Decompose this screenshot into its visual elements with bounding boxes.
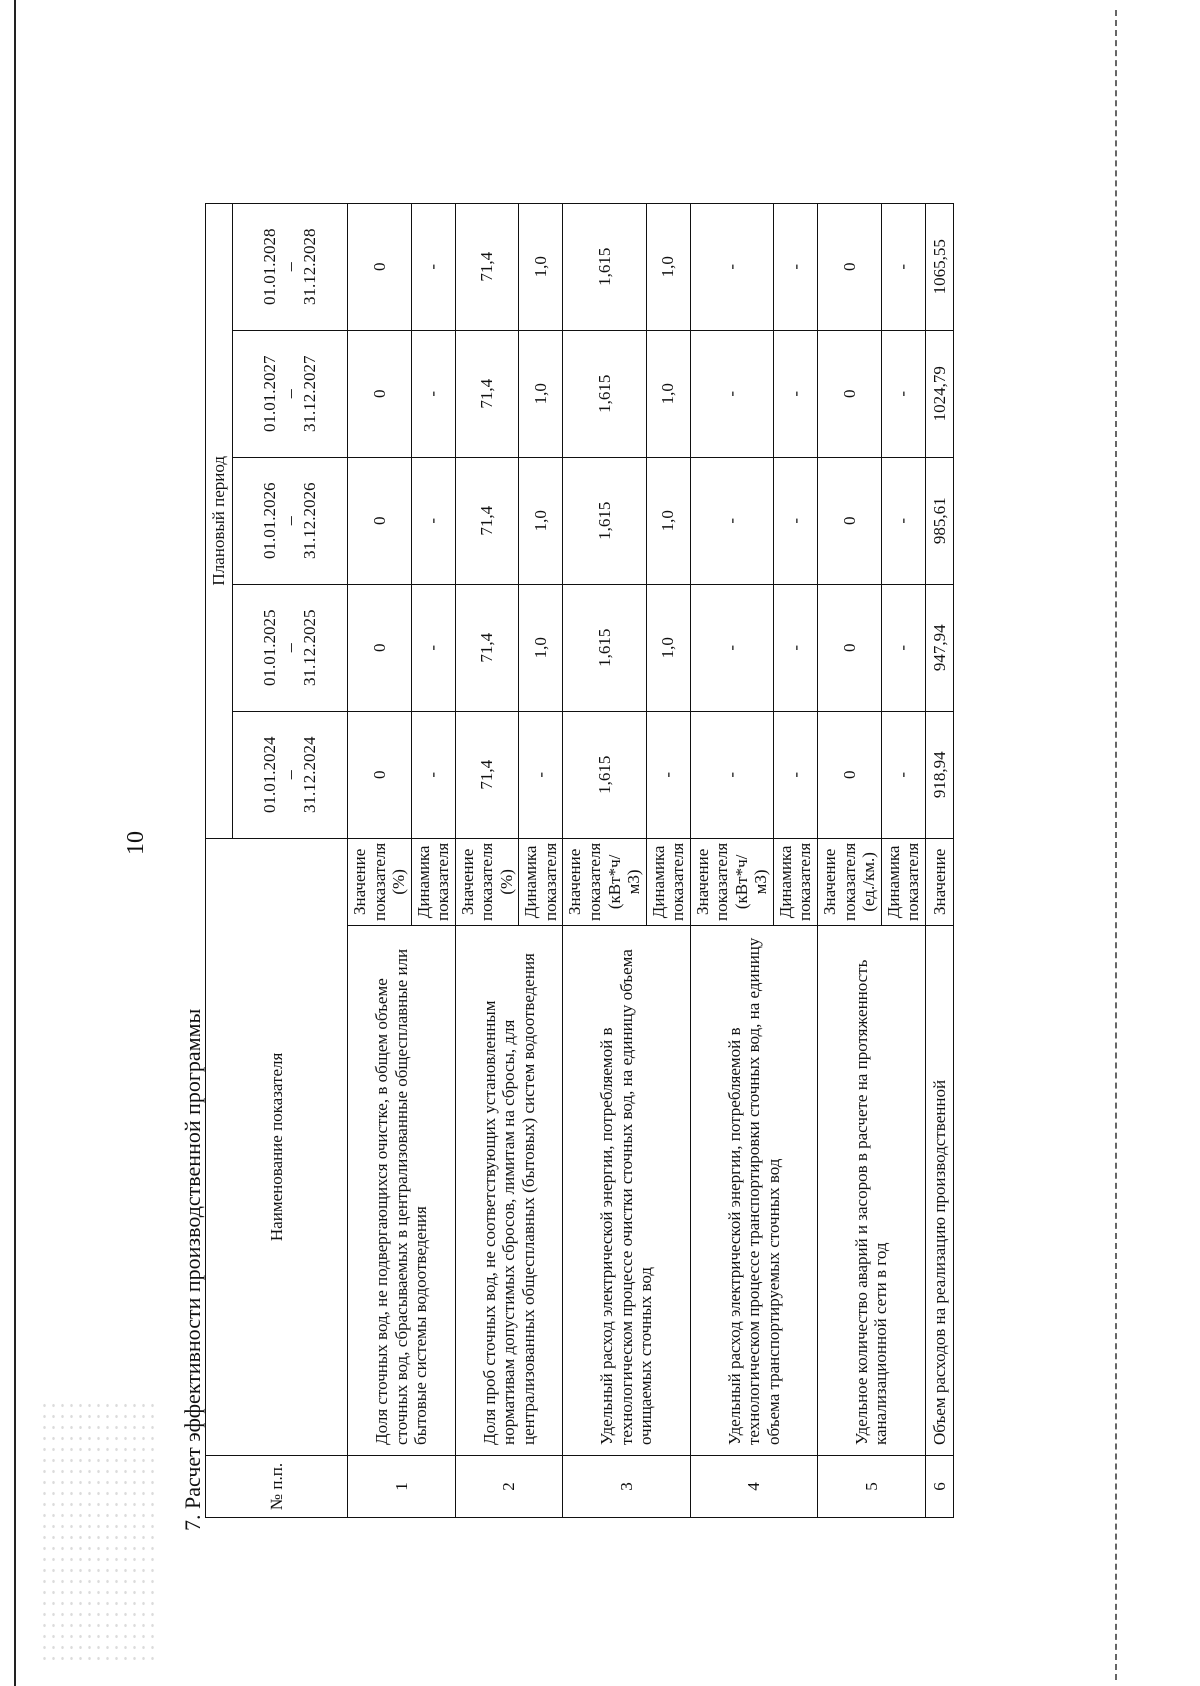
value-cell: 0 — [348, 203, 412, 330]
value-cell: 1024,79 — [925, 330, 954, 457]
period-from: 01.01.2025 — [260, 609, 280, 687]
dynamics-cell: - — [773, 457, 817, 584]
dynamics-cell: 1,0 — [646, 330, 690, 457]
value-cell: - — [690, 203, 773, 330]
value-cell: 0 — [348, 330, 412, 457]
value-cell: 985,61 — [925, 457, 954, 584]
dynamics-label: Динамика показателя — [773, 838, 817, 925]
period-to: 31.12.2026 — [300, 482, 320, 560]
header-number: № п.п. — [206, 1456, 348, 1518]
value-cell: - — [690, 330, 773, 457]
indicator-name: Удельный расход электрической энергии, потребляемой в технологическом процессе транспортировки сточных вод, на единицу объема транспортируемых сточных вод — [690, 926, 817, 1456]
table-row — [818, 203, 882, 1517]
value-cell: 1,615 — [563, 330, 646, 457]
dynamics-cell: - — [773, 330, 817, 457]
header-period — [233, 203, 348, 330]
value-cell: 947,94 — [925, 584, 954, 711]
dynamics-cell: - — [411, 457, 455, 584]
value-cell: - — [690, 711, 773, 838]
row-number: 4 — [690, 1456, 817, 1518]
section-title: 7. Расчет эффективности производственной программы — [180, 1008, 205, 1531]
table-row — [455, 203, 519, 1517]
period-sep: – — [279, 262, 300, 272]
value-cell: 1,615 — [563, 584, 646, 711]
value-cell: 0 — [348, 711, 412, 838]
period-sep: – — [279, 389, 300, 399]
period-to: 31.12.2028 — [300, 228, 320, 306]
dynamics-cell: - — [411, 330, 455, 457]
dynamics-cell: - — [881, 711, 925, 838]
indicator-name: Доля проб сточных вод, не соответствующих установленным нормативам допустимых сбросов, лимитам на сбросы, для централизованных общесплавных (бытовых) систем водоотведения — [455, 926, 563, 1456]
header-period — [233, 584, 348, 711]
value-cell: - — [690, 457, 773, 584]
period-from: 01.01.2027 — [260, 355, 280, 433]
value-cell: 0 — [818, 584, 882, 711]
value-cell: 0 — [818, 457, 882, 584]
value-cell: 1,615 — [563, 711, 646, 838]
dynamics-label: Динамика показателя — [646, 838, 690, 925]
header-period — [233, 330, 348, 457]
dynamics-cell: - — [411, 584, 455, 711]
dynamics-cell: 1,0 — [519, 330, 563, 457]
value-cell: 0 — [818, 203, 882, 330]
dynamics-cell: 1,0 — [646, 203, 690, 330]
indicator-name: Доля сточных вод, не подвергающихся очистке, в общем объеме сточных вод, сбрасываемых в централизованные общесплавные или бытовые системы водоотведения — [348, 926, 456, 1456]
value-cell: 0 — [348, 457, 412, 584]
dynamics-cell: - — [881, 203, 925, 330]
value-label: Значение показателя (%) — [348, 838, 412, 925]
dynamics-cell: 1,0 — [646, 584, 690, 711]
period-to: 31.12.2027 — [300, 355, 320, 433]
value-cell: 71,4 — [455, 330, 519, 457]
dynamics-cell: 1,0 — [646, 457, 690, 584]
period-from: 01.01.2024 — [260, 736, 280, 814]
indicator-name: Удельное количество аварий и засоров в расчете на протяженность канализационной сети в год — [818, 926, 926, 1456]
indicator-name: Объем расходов на реализацию производственной — [925, 926, 954, 1456]
row-number: 1 — [348, 1456, 456, 1518]
dynamics-cell: - — [773, 203, 817, 330]
table-row — [348, 203, 412, 1517]
value-cell: 71,4 — [455, 203, 519, 330]
row-number: 5 — [818, 1456, 926, 1518]
table-row — [690, 203, 773, 1517]
header-period — [233, 457, 348, 584]
value-cell: 1,615 — [563, 203, 646, 330]
header-name: Наименование показателя — [206, 838, 348, 1455]
dynamics-cell: - — [773, 711, 817, 838]
dynamics-cell: - — [881, 584, 925, 711]
table-row — [563, 203, 646, 1517]
period-from: 01.01.2026 — [260, 482, 280, 560]
value-cell: 71,4 — [455, 457, 519, 584]
row-number: 3 — [563, 1456, 690, 1518]
dynamics-cell: - — [646, 711, 690, 838]
dynamics-label: Динамика показателя — [411, 838, 455, 925]
value-label: Значение показателя (кВт*ч/м3) — [690, 838, 773, 925]
value-label: Значение показателя (ед./км.) — [818, 838, 882, 925]
value-cell: 71,4 — [455, 584, 519, 711]
period-sep: – — [279, 770, 300, 780]
dynamics-cell: - — [411, 711, 455, 838]
dynamics-label: Динамика показателя — [519, 838, 563, 925]
value-cell: 918,94 — [925, 711, 954, 838]
value-label: Значение показателя (кВт*ч/м3) — [563, 838, 646, 925]
dynamics-cell: - — [881, 330, 925, 457]
dynamics-label: Динамика показателя — [881, 838, 925, 925]
dynamics-cell: - — [773, 584, 817, 711]
value-cell: 0 — [818, 711, 882, 838]
value-cell: - — [690, 584, 773, 711]
dynamics-cell: 1,0 — [519, 457, 563, 584]
indicator-name: Удельный расход электрической энергии, потребляемой в технологическом процессе очистки сточных вод, на единицу объема очищаемых сточных вод — [563, 926, 690, 1456]
row-number: 2 — [455, 1456, 563, 1518]
period-from: 01.01.2028 — [260, 228, 280, 306]
period-to: 31.12.2024 — [300, 736, 320, 814]
value-cell: 1065,55 — [925, 203, 954, 330]
header-period — [233, 711, 348, 838]
dynamics-cell: - — [411, 203, 455, 330]
row-number: 6 — [925, 1456, 954, 1518]
period-sep: – — [279, 516, 300, 526]
value-cell: 0 — [818, 330, 882, 457]
value-cell: 0 — [348, 584, 412, 711]
dynamics-cell: 1,0 — [519, 584, 563, 711]
value-cell: 1,615 — [563, 457, 646, 584]
value-cell: 71,4 — [455, 711, 519, 838]
dynamics-cell: 1,0 — [519, 203, 563, 330]
header-planned-period: Плановый период — [206, 203, 233, 838]
value-label: Значение показателя (%) — [455, 838, 519, 925]
table-row — [925, 203, 954, 1517]
indicators-table — [205, 203, 954, 1518]
value-label: Значение — [925, 838, 954, 925]
page-number: 10 — [123, 831, 149, 855]
period-sep: – — [279, 643, 300, 653]
dynamics-cell: - — [881, 457, 925, 584]
period-to: 31.12.2025 — [300, 609, 320, 687]
dynamics-cell: - — [519, 711, 563, 838]
